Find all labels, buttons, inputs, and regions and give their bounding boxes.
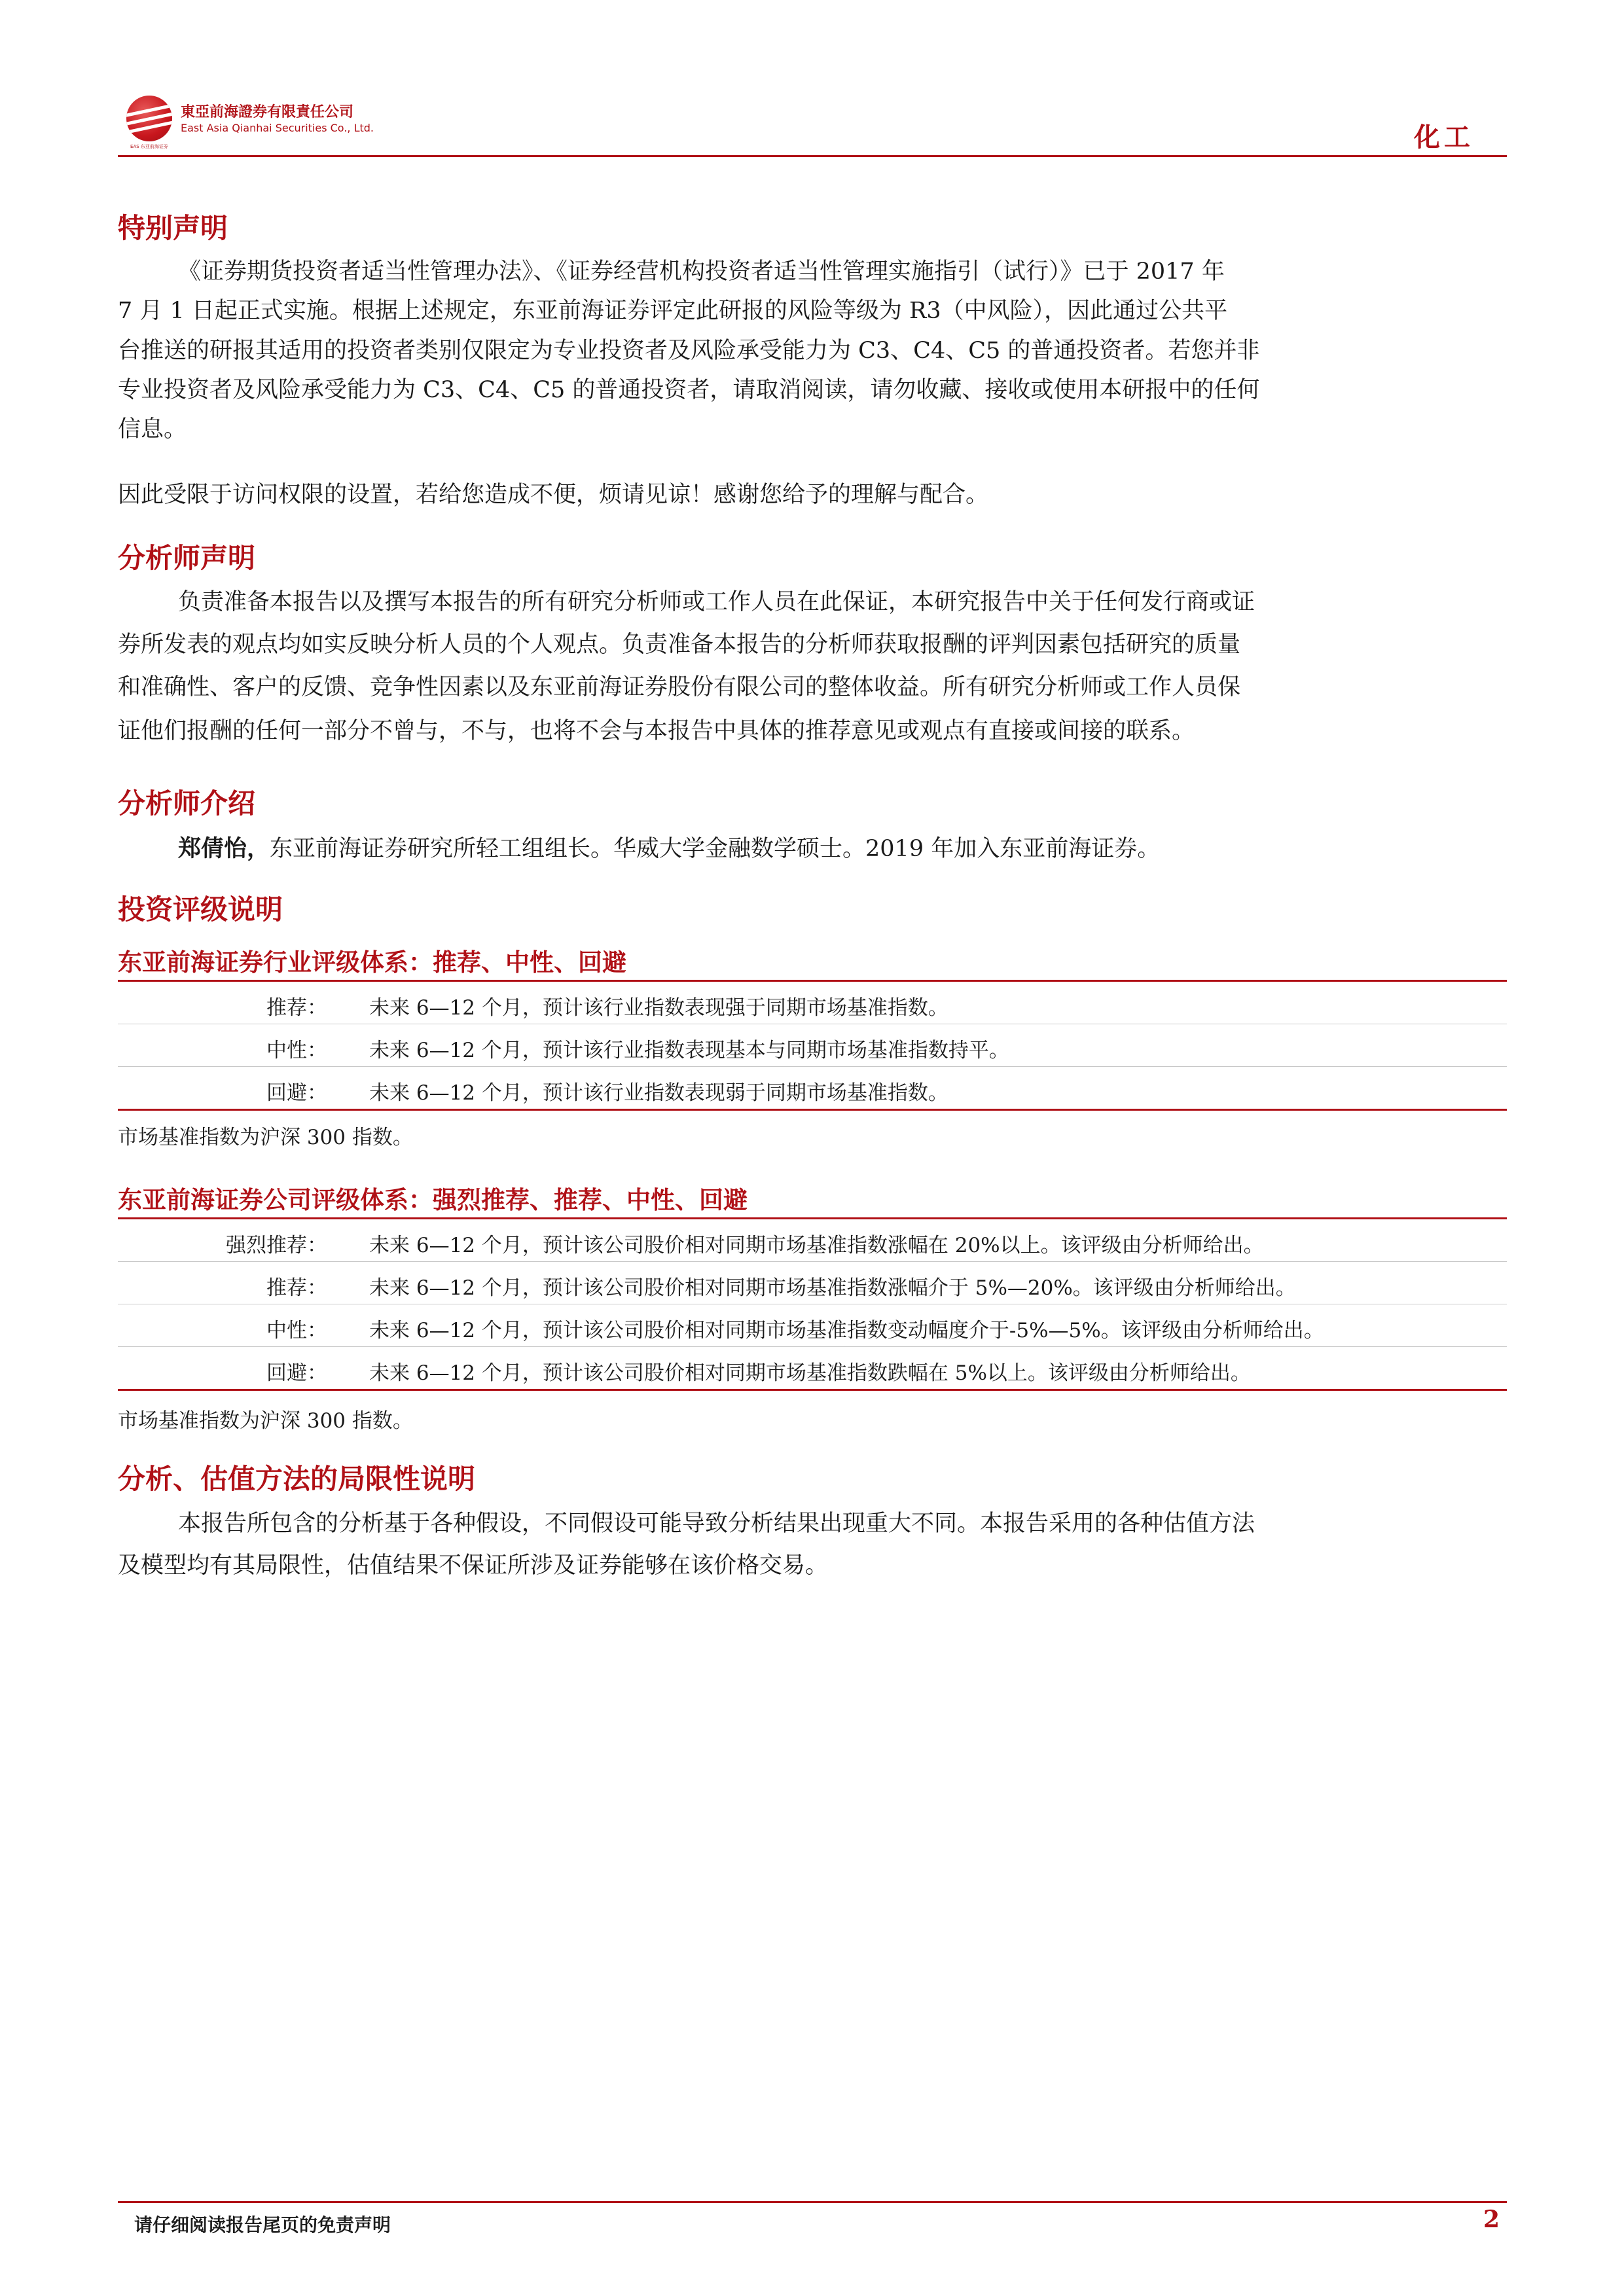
rating-label: 推荐： <box>266 1276 327 1300</box>
analyst-bio: 东亚前海证券研究所轻工组组长。华威大学金融数学硕士。2019 年加入东亚前海证券。 <box>270 836 1161 862</box>
analyst-name: 郑倩怡， <box>178 835 270 862</box>
analyst-statement-line: 券所发表的观点均如实反映分析人员的个人观点。负责准备本报告的分析师获取报酬的评判因素包括研究的质量 <box>118 632 1241 658</box>
industry-rating-title: 东亚前海证券行业评级体系：推荐、中性、回避 <box>118 948 626 977</box>
analyst-intro-heading: 分析师介绍 <box>118 787 256 819</box>
header-divider <box>118 155 1507 157</box>
analyst-intro-text <box>118 829 1160 869</box>
table-row <box>118 1304 1507 1347</box>
rating-label: 回避： <box>266 1081 327 1105</box>
rating-desc: 未来 6—12 个月，预计该行业指数表现强于同期市场基准指数。 <box>369 996 948 1020</box>
page-number: 2 <box>1483 2206 1500 2233</box>
analyst-statement-line: 和准确性、客户的反馈、竞争性因素以及东亚前海证券股份有限公司的整体收益。所有研究分析师或工作人员保 <box>118 674 1241 700</box>
header-sector: 化工 <box>1414 122 1474 152</box>
rating-desc: 未来 6—12 个月，预计该行业指数表现弱于同期市场基准指数。 <box>369 1081 948 1105</box>
rating-desc: 未来 6—12 个月，预计该公司股价相对同期市场基准指数涨幅在 20%以上。该评级由分析师给出。 <box>369 1234 1264 1257</box>
footer-disclaimer: 请仔细阅读报告尾页的免责声明 <box>134 2214 391 2236</box>
rating-label: 中性： <box>266 1039 327 1062</box>
table-row <box>118 1347 1507 1389</box>
industry-rating-note: 市场基准指数为沪深 300 指数。 <box>118 1126 413 1149</box>
company-name-cn: 東亞前海證券有限責任公司 <box>181 104 354 120</box>
table-row <box>118 982 1507 1024</box>
rating-desc: 未来 6—12 个月，预计该行业指数表现基本与同期市场基准指数持平。 <box>369 1039 1009 1062</box>
company-name-en: East Asia Qianhai Securities Co., Ltd. <box>181 122 374 134</box>
rating-desc: 未来 6—12 个月，预计该公司股价相对同期市场基准指数变动幅度介于-5%—5%。该评级由分析师给出。 <box>369 1319 1324 1342</box>
footer-divider <box>118 2201 1507 2203</box>
table-row <box>118 1067 1507 1109</box>
company-rating-title: 东亚前海证券公司评级体系：强烈推荐、推荐、中性、回避 <box>118 1185 748 1214</box>
table-row <box>118 1219 1507 1262</box>
special-statement-line: 台推送的研报其适用的投资者类别仅限定为专业投资者及风险承受能力为 C3、C4、C5 的普通投资者。若您并非 <box>118 338 1260 364</box>
rating-desc: 未来 6—12 个月，预计该公司股价相对同期市场基准指数涨幅介于 5%—20%。该评级由分析师给出。 <box>369 1276 1296 1300</box>
special-statement-line: 信息。 <box>118 416 187 442</box>
analyst-statement-line: 证他们报酬的任何一部分不曾与，不与，也将不会与本报告中具体的推荐意见或观点有直接或间接的联系。 <box>118 718 1195 744</box>
company-logo-icon <box>126 96 172 141</box>
company-rating-note: 市场基准指数为沪深 300 指数。 <box>118 1409 413 1433</box>
rating-label: 推荐： <box>266 996 327 1020</box>
limitations-heading: 分析、估值方法的局限性说明 <box>118 1463 476 1495</box>
special-statement-line: 7 月 1 日起正式实施。根据上述规定，东亚前海证券评定此研报的风险等级为 R3（中风险），因此通过公共平 <box>118 298 1228 324</box>
analyst-statement-heading: 分析师声明 <box>118 542 256 574</box>
table-row <box>118 1262 1507 1304</box>
special-statement-line: 因此受限于访问权限的设置，若给您造成不便，烦请见谅！感谢您给予的理解与配合。 <box>118 482 989 508</box>
special-statement-line: 专业投资者及风险承受能力为 C3、C4、C5 的普通投资者，请取消阅读，请勿收藏、接收或使用本研报中的任何 <box>118 377 1260 403</box>
table-row <box>118 1024 1507 1067</box>
industry-rating-table <box>118 980 1507 1111</box>
rating-label: 回避： <box>266 1361 327 1385</box>
company-rating-table <box>118 1217 1507 1391</box>
limitations-line: 及模型均有其局限性，估值结果不保证所涉及证券能够在该价格交易。 <box>118 1552 829 1579</box>
rating-label: 中性： <box>266 1319 327 1342</box>
special-statement-heading: 特别声明 <box>118 212 228 244</box>
analyst-statement-line: 负责准备本报告以及撰写本报告的所有研究分析师或工作人员在此保证，本研究报告中关于任何发行商或证 <box>178 589 1255 615</box>
rating-heading: 投资评级说明 <box>118 893 283 925</box>
logo-subtext: EAS 东亚前海证券 <box>130 144 168 149</box>
limitations-line: 本报告所包含的分析基于各种假设，不同假设可能导致分析结果出现重大不同。本报告采用的各种估值方法 <box>178 1511 1255 1537</box>
special-statement-line: 《证券期货投资者适当性管理办法》、《证券经营机构投资者适当性管理实施指引（试行）》已于 2017 年 <box>178 259 1225 285</box>
rating-label: 强烈推荐： <box>226 1234 327 1257</box>
rating-desc: 未来 6—12 个月，预计该公司股价相对同期市场基准指数跌幅在 5%以上。该评级由分析师给出。 <box>369 1361 1251 1385</box>
